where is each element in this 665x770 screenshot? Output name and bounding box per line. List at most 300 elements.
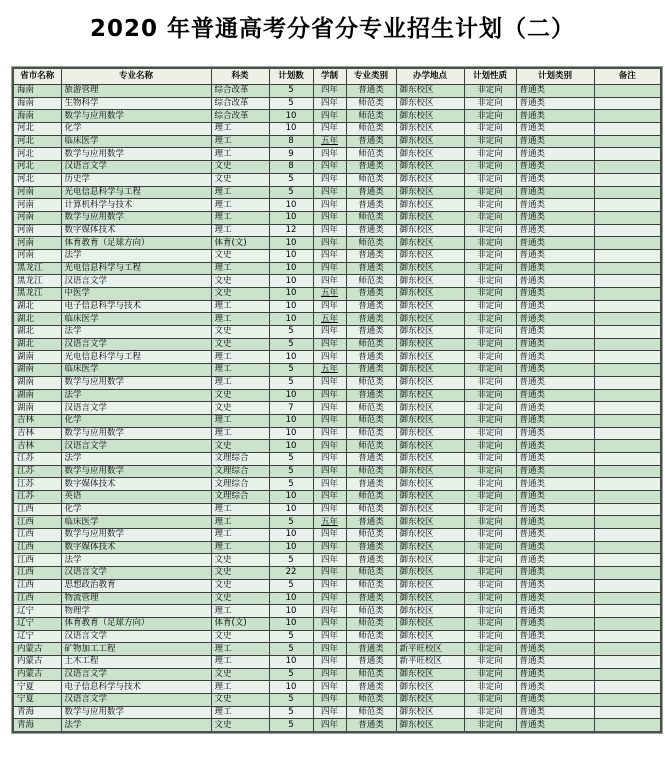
cell-campus: 御东校区	[396, 414, 464, 427]
cell-plan_category: 普通类	[516, 389, 594, 402]
cell-plan_nature: 非定向	[464, 452, 516, 465]
cell-plan_category: 普通类	[516, 173, 594, 186]
cell-remark	[594, 249, 661, 262]
cell-province: 江苏	[13, 491, 61, 504]
table-row	[13, 110, 661, 123]
cell-subject_type: 综合改革	[211, 97, 269, 110]
cell-major: 法学	[61, 389, 211, 402]
cell-subject_type: 体育(文)	[211, 237, 269, 250]
cell-plan_category: 普通类	[516, 288, 594, 301]
cell-plan_nature: 非定向	[464, 706, 516, 719]
cell-plan_category: 普通类	[516, 491, 594, 504]
cell-province: 黑龙江	[13, 275, 61, 288]
cell-plan_nature: 非定向	[464, 186, 516, 199]
cell-remark	[594, 630, 661, 643]
cell-major: 历史学	[61, 173, 211, 186]
cell-province: 江西	[13, 516, 61, 529]
cell-plan_category: 普通类	[516, 617, 594, 630]
cell-campus: 御东校区	[396, 376, 464, 389]
cell-major: 化学	[61, 414, 211, 427]
cell-duration: 四年	[313, 414, 346, 427]
cell-plan_nature: 非定向	[464, 135, 516, 148]
cell-subject_type: 文史	[211, 719, 269, 732]
cell-campus: 御东校区	[396, 681, 464, 694]
cell-plan_count: 5	[269, 643, 313, 656]
cell-plan_category: 普通类	[516, 643, 594, 656]
cell-subject_type: 理工	[211, 427, 269, 440]
cell-campus: 御东校区	[396, 694, 464, 707]
cell-plan_nature: 非定向	[464, 389, 516, 402]
cell-plan_count: 10	[269, 288, 313, 301]
cell-remark	[594, 617, 661, 630]
cell-plan_nature: 非定向	[464, 491, 516, 504]
cell-plan_count: 10	[269, 300, 313, 313]
cell-major_category: 普通类	[346, 719, 396, 732]
cell-duration: 四年	[313, 630, 346, 643]
table-row	[13, 592, 661, 605]
column-header-plan_category: 计划类别	[516, 68, 594, 85]
cell-plan_nature: 非定向	[464, 110, 516, 123]
cell-plan_nature: 非定向	[464, 402, 516, 415]
cell-campus: 御东校区	[396, 541, 464, 554]
cell-plan_category: 普通类	[516, 529, 594, 542]
cell-major: 汉语言文学	[61, 567, 211, 580]
cell-major_category: 师范类	[346, 123, 396, 136]
cell-major: 汉语言文学	[61, 275, 211, 288]
cell-remark	[594, 161, 661, 174]
cell-campus: 御东校区	[396, 706, 464, 719]
cell-duration: 四年	[313, 249, 346, 262]
cell-major_category: 师范类	[346, 503, 396, 516]
cell-plan_count: 10	[269, 605, 313, 618]
cell-province: 江西	[13, 579, 61, 592]
table-row	[13, 491, 661, 504]
cell-remark	[594, 567, 661, 580]
cell-plan_category: 普通类	[516, 402, 594, 415]
cell-remark	[594, 719, 661, 732]
cell-duration: 四年	[313, 554, 346, 567]
cell-duration: 四年	[313, 110, 346, 123]
cell-remark	[594, 211, 661, 224]
cell-plan_count: 10	[269, 351, 313, 364]
cell-campus: 御东校区	[396, 97, 464, 110]
cell-plan_category: 普通类	[516, 262, 594, 275]
cell-province: 宁夏	[13, 694, 61, 707]
cell-plan_nature: 非定向	[464, 655, 516, 668]
cell-major_category: 普通类	[346, 541, 396, 554]
column-header-major: 专业名称	[61, 68, 211, 85]
cell-subject_type: 文史	[211, 173, 269, 186]
cell-province: 海南	[13, 85, 61, 98]
cell-plan_nature: 非定向	[464, 262, 516, 275]
cell-major_category: 师范类	[346, 668, 396, 681]
cell-major: 数字媒体技术	[61, 541, 211, 554]
cell-province: 湖北	[13, 326, 61, 339]
cell-province: 河南	[13, 199, 61, 212]
cell-plan_count: 9	[269, 148, 313, 161]
cell-major: 临床医学	[61, 135, 211, 148]
cell-subject_type: 文史	[211, 161, 269, 174]
table-row	[13, 85, 661, 98]
table-row	[13, 694, 661, 707]
cell-campus: 御东校区	[396, 173, 464, 186]
cell-plan_category: 普通类	[516, 452, 594, 465]
cell-major: 英语	[61, 491, 211, 504]
table-row	[13, 364, 661, 377]
cell-major: 数学与应用数学	[61, 211, 211, 224]
cell-major: 法学	[61, 249, 211, 262]
cell-remark	[594, 135, 661, 148]
cell-major: 土木工程	[61, 655, 211, 668]
cell-major_category: 师范类	[346, 605, 396, 618]
cell-duration: 四年	[313, 592, 346, 605]
cell-major: 数学与应用数学	[61, 376, 211, 389]
cell-subject_type: 理工	[211, 376, 269, 389]
cell-duration: 四年	[313, 478, 346, 491]
cell-plan_nature: 非定向	[464, 554, 516, 567]
cell-plan_nature: 非定向	[464, 85, 516, 98]
table-row	[13, 237, 661, 250]
cell-duration: 四年	[313, 402, 346, 415]
cell-subject_type: 文史	[211, 554, 269, 567]
cell-plan_nature: 非定向	[464, 338, 516, 351]
cell-plan_count: 5	[269, 97, 313, 110]
cell-plan_count: 10	[269, 249, 313, 262]
cell-remark	[594, 376, 661, 389]
table-row	[13, 630, 661, 643]
cell-remark	[594, 706, 661, 719]
cell-campus: 御东校区	[396, 148, 464, 161]
cell-province: 河南	[13, 249, 61, 262]
cell-province: 吉林	[13, 414, 61, 427]
table-row	[13, 668, 661, 681]
column-header-campus: 办学地点	[396, 68, 464, 85]
cell-plan_nature: 非定向	[464, 300, 516, 313]
cell-remark	[594, 186, 661, 199]
cell-major_category: 普通类	[346, 351, 396, 364]
cell-province: 河北	[13, 173, 61, 186]
cell-plan_category: 普通类	[516, 681, 594, 694]
cell-duration: 四年	[313, 237, 346, 250]
cell-plan_category: 普通类	[516, 579, 594, 592]
cell-campus: 御东校区	[396, 211, 464, 224]
cell-subject_type: 文史	[211, 668, 269, 681]
cell-plan_count: 5	[269, 186, 313, 199]
cell-subject_type: 文史	[211, 249, 269, 262]
cell-plan_category: 普通类	[516, 376, 594, 389]
cell-subject_type: 综合改革	[211, 110, 269, 123]
cell-plan_category: 普通类	[516, 541, 594, 554]
table-row	[13, 440, 661, 453]
cell-plan_category: 普通类	[516, 237, 594, 250]
cell-duration: 四年	[313, 706, 346, 719]
cell-duration: 四年	[313, 529, 346, 542]
cell-plan_count: 10	[269, 110, 313, 123]
cell-major: 汉语言文学	[61, 161, 211, 174]
cell-duration: 四年	[313, 655, 346, 668]
cell-campus: 御东校区	[396, 478, 464, 491]
cell-major: 汉语言文学	[61, 630, 211, 643]
cell-plan_nature: 非定向	[464, 313, 516, 326]
cell-subject_type: 文理综合	[211, 465, 269, 478]
cell-province: 河北	[13, 161, 61, 174]
cell-major: 电子信息科学与技术	[61, 681, 211, 694]
table-row	[13, 719, 661, 732]
cell-campus: 御东校区	[396, 617, 464, 630]
cell-plan_category: 普通类	[516, 478, 594, 491]
cell-subject_type: 文史	[211, 592, 269, 605]
admission-plan-table-container	[12, 67, 660, 733]
cell-campus: 御东校区	[396, 529, 464, 542]
cell-plan_nature: 非定向	[464, 275, 516, 288]
table-row	[13, 288, 661, 301]
cell-remark	[594, 414, 661, 427]
cell-plan_category: 普通类	[516, 668, 594, 681]
column-header-remark: 备注	[594, 68, 661, 85]
column-header-duration: 学制	[313, 68, 346, 85]
column-header-major_category: 专业类别	[346, 68, 396, 85]
cell-plan_count: 10	[269, 275, 313, 288]
cell-plan_category: 普通类	[516, 186, 594, 199]
cell-plan_category: 普通类	[516, 161, 594, 174]
cell-plan_category: 普通类	[516, 364, 594, 377]
table-row	[13, 706, 661, 719]
cell-plan_count: 5	[269, 579, 313, 592]
cell-major: 旅游管理	[61, 85, 211, 98]
cell-plan_nature: 非定向	[464, 567, 516, 580]
cell-major_category: 师范类	[346, 694, 396, 707]
cell-campus: 御东校区	[396, 579, 464, 592]
cell-major_category: 普通类	[346, 262, 396, 275]
cell-remark	[594, 97, 661, 110]
cell-plan_category: 普通类	[516, 592, 594, 605]
cell-major_category: 师范类	[346, 414, 396, 427]
cell-plan_nature: 非定向	[464, 592, 516, 605]
cell-major_category: 普通类	[346, 516, 396, 529]
cell-remark	[594, 148, 661, 161]
cell-duration: 四年	[313, 199, 346, 212]
cell-plan_count: 12	[269, 224, 313, 237]
cell-campus: 新平旺校区	[396, 643, 464, 656]
cell-plan_category: 普通类	[516, 719, 594, 732]
cell-major: 体育教育（足球方向）	[61, 617, 211, 630]
cell-province: 宁夏	[13, 681, 61, 694]
table-row	[13, 97, 661, 110]
cell-duration: 四年	[313, 579, 346, 592]
table-body	[13, 85, 661, 733]
cell-duration: 四年	[313, 541, 346, 554]
cell-major_category: 师范类	[346, 237, 396, 250]
cell-remark	[594, 173, 661, 186]
cell-province: 内蒙古	[13, 643, 61, 656]
cell-subject_type: 理工	[211, 148, 269, 161]
cell-remark	[594, 338, 661, 351]
cell-plan_count: 5	[269, 478, 313, 491]
cell-province: 吉林	[13, 427, 61, 440]
cell-province: 黑龙江	[13, 262, 61, 275]
table-row	[13, 351, 661, 364]
cell-campus: 御东校区	[396, 262, 464, 275]
cell-campus: 御东校区	[396, 389, 464, 402]
cell-province: 湖北	[13, 300, 61, 313]
cell-plan_category: 普通类	[516, 427, 594, 440]
table-row	[13, 452, 661, 465]
cell-major_category: 师范类	[346, 402, 396, 415]
cell-subject_type: 理工	[211, 605, 269, 618]
cell-duration: 四年	[313, 97, 346, 110]
cell-remark	[594, 364, 661, 377]
cell-subject_type: 理工	[211, 224, 269, 237]
table-row	[13, 503, 661, 516]
cell-major_category: 普通类	[346, 224, 396, 237]
cell-province: 湖北	[13, 313, 61, 326]
cell-major: 数字媒体技术	[61, 224, 211, 237]
cell-plan_category: 普通类	[516, 706, 594, 719]
cell-campus: 新平旺校区	[396, 655, 464, 668]
cell-plan_category: 普通类	[516, 135, 594, 148]
cell-campus: 御东校区	[396, 630, 464, 643]
cell-duration: 四年	[313, 275, 346, 288]
cell-province: 内蒙古	[13, 655, 61, 668]
cell-remark	[594, 237, 661, 250]
cell-province: 江西	[13, 541, 61, 554]
table-row	[13, 249, 661, 262]
cell-remark	[594, 275, 661, 288]
table-row	[13, 465, 661, 478]
cell-major_category: 师范类	[346, 148, 396, 161]
column-header-subject_type: 科类	[211, 68, 269, 85]
cell-major_category: 师范类	[346, 567, 396, 580]
cell-subject_type: 理工	[211, 643, 269, 656]
cell-major: 光电信息科学与工程	[61, 186, 211, 199]
table-header-row	[13, 68, 661, 85]
cell-duration: 四年	[313, 376, 346, 389]
cell-plan_nature: 非定向	[464, 211, 516, 224]
cell-major_category: 师范类	[346, 376, 396, 389]
cell-campus: 御东校区	[396, 338, 464, 351]
cell-campus: 御东校区	[396, 123, 464, 136]
cell-subject_type: 理工	[211, 541, 269, 554]
cell-province: 湖南	[13, 364, 61, 377]
cell-subject_type: 文理综合	[211, 491, 269, 504]
table-row	[13, 224, 661, 237]
cell-plan_category: 普通类	[516, 465, 594, 478]
cell-plan_nature: 非定向	[464, 414, 516, 427]
cell-remark	[594, 440, 661, 453]
cell-duration: 四年	[313, 643, 346, 656]
cell-plan_category: 普通类	[516, 440, 594, 453]
cell-duration: 四年	[313, 338, 346, 351]
cell-subject_type: 理工	[211, 655, 269, 668]
cell-major: 化学	[61, 123, 211, 136]
cell-duration: 四年	[313, 211, 346, 224]
cell-remark	[594, 224, 661, 237]
column-header-plan_count: 计划数	[269, 68, 313, 85]
cell-major_category: 普通类	[346, 161, 396, 174]
cell-plan_count: 10	[269, 440, 313, 453]
cell-major: 法学	[61, 554, 211, 567]
table-row	[13, 262, 661, 275]
cell-subject_type: 理工	[211, 414, 269, 427]
cell-major: 汉语言文学	[61, 694, 211, 707]
cell-plan_nature: 非定向	[464, 465, 516, 478]
table-row	[13, 300, 661, 313]
cell-plan_category: 普通类	[516, 630, 594, 643]
cell-subject_type: 理工	[211, 199, 269, 212]
cell-plan_count: 10	[269, 592, 313, 605]
cell-plan_nature: 非定向	[464, 288, 516, 301]
cell-subject_type: 文史	[211, 402, 269, 415]
cell-major_category: 师范类	[346, 491, 396, 504]
cell-plan_nature: 非定向	[464, 617, 516, 630]
cell-major_category: 师范类	[346, 706, 396, 719]
cell-duration: 五年	[313, 364, 346, 377]
cell-duration: 四年	[313, 326, 346, 339]
cell-plan_category: 普通类	[516, 275, 594, 288]
cell-plan_count: 5	[269, 516, 313, 529]
cell-campus: 御东校区	[396, 364, 464, 377]
cell-province: 海南	[13, 97, 61, 110]
table-row	[13, 123, 661, 136]
cell-campus: 御东校区	[396, 351, 464, 364]
cell-province: 湖南	[13, 351, 61, 364]
cell-duration: 四年	[313, 161, 346, 174]
table-row	[13, 148, 661, 161]
cell-major: 物流管理	[61, 592, 211, 605]
table-row	[13, 414, 661, 427]
cell-major: 生物科学	[61, 97, 211, 110]
cell-major_category: 普通类	[346, 655, 396, 668]
cell-duration: 四年	[313, 567, 346, 580]
cell-subject_type: 文史	[211, 288, 269, 301]
cell-remark	[594, 313, 661, 326]
cell-campus: 御东校区	[396, 592, 464, 605]
cell-remark	[594, 529, 661, 542]
cell-plan_nature: 非定向	[464, 173, 516, 186]
cell-major: 体育教育（足球方向）	[61, 237, 211, 250]
cell-remark	[594, 681, 661, 694]
cell-plan_count: 10	[269, 199, 313, 212]
cell-plan_nature: 非定向	[464, 503, 516, 516]
cell-duration: 四年	[313, 605, 346, 618]
cell-major_category: 师范类	[346, 630, 396, 643]
cell-remark	[594, 541, 661, 554]
cell-subject_type: 理工	[211, 262, 269, 275]
cell-plan_category: 普通类	[516, 224, 594, 237]
table-row	[13, 275, 661, 288]
cell-duration: 四年	[313, 427, 346, 440]
cell-duration: 五年	[313, 313, 346, 326]
cell-plan_count: 10	[269, 262, 313, 275]
cell-plan_nature: 非定向	[464, 605, 516, 618]
cell-major_category: 师范类	[346, 579, 396, 592]
cell-campus: 御东校区	[396, 161, 464, 174]
column-header-plan_nature: 计划性质	[464, 68, 516, 85]
cell-remark	[594, 427, 661, 440]
cell-duration: 四年	[313, 719, 346, 732]
table-row	[13, 135, 661, 148]
cell-plan_category: 普通类	[516, 148, 594, 161]
cell-plan_category: 普通类	[516, 326, 594, 339]
cell-major: 思想政治教育	[61, 579, 211, 592]
cell-major_category: 师范类	[346, 617, 396, 630]
cell-major_category: 师范类	[346, 275, 396, 288]
cell-plan_category: 普通类	[516, 414, 594, 427]
cell-duration: 四年	[313, 465, 346, 478]
cell-major: 法学	[61, 719, 211, 732]
cell-plan_count: 10	[269, 503, 313, 516]
cell-campus: 御东校区	[396, 440, 464, 453]
